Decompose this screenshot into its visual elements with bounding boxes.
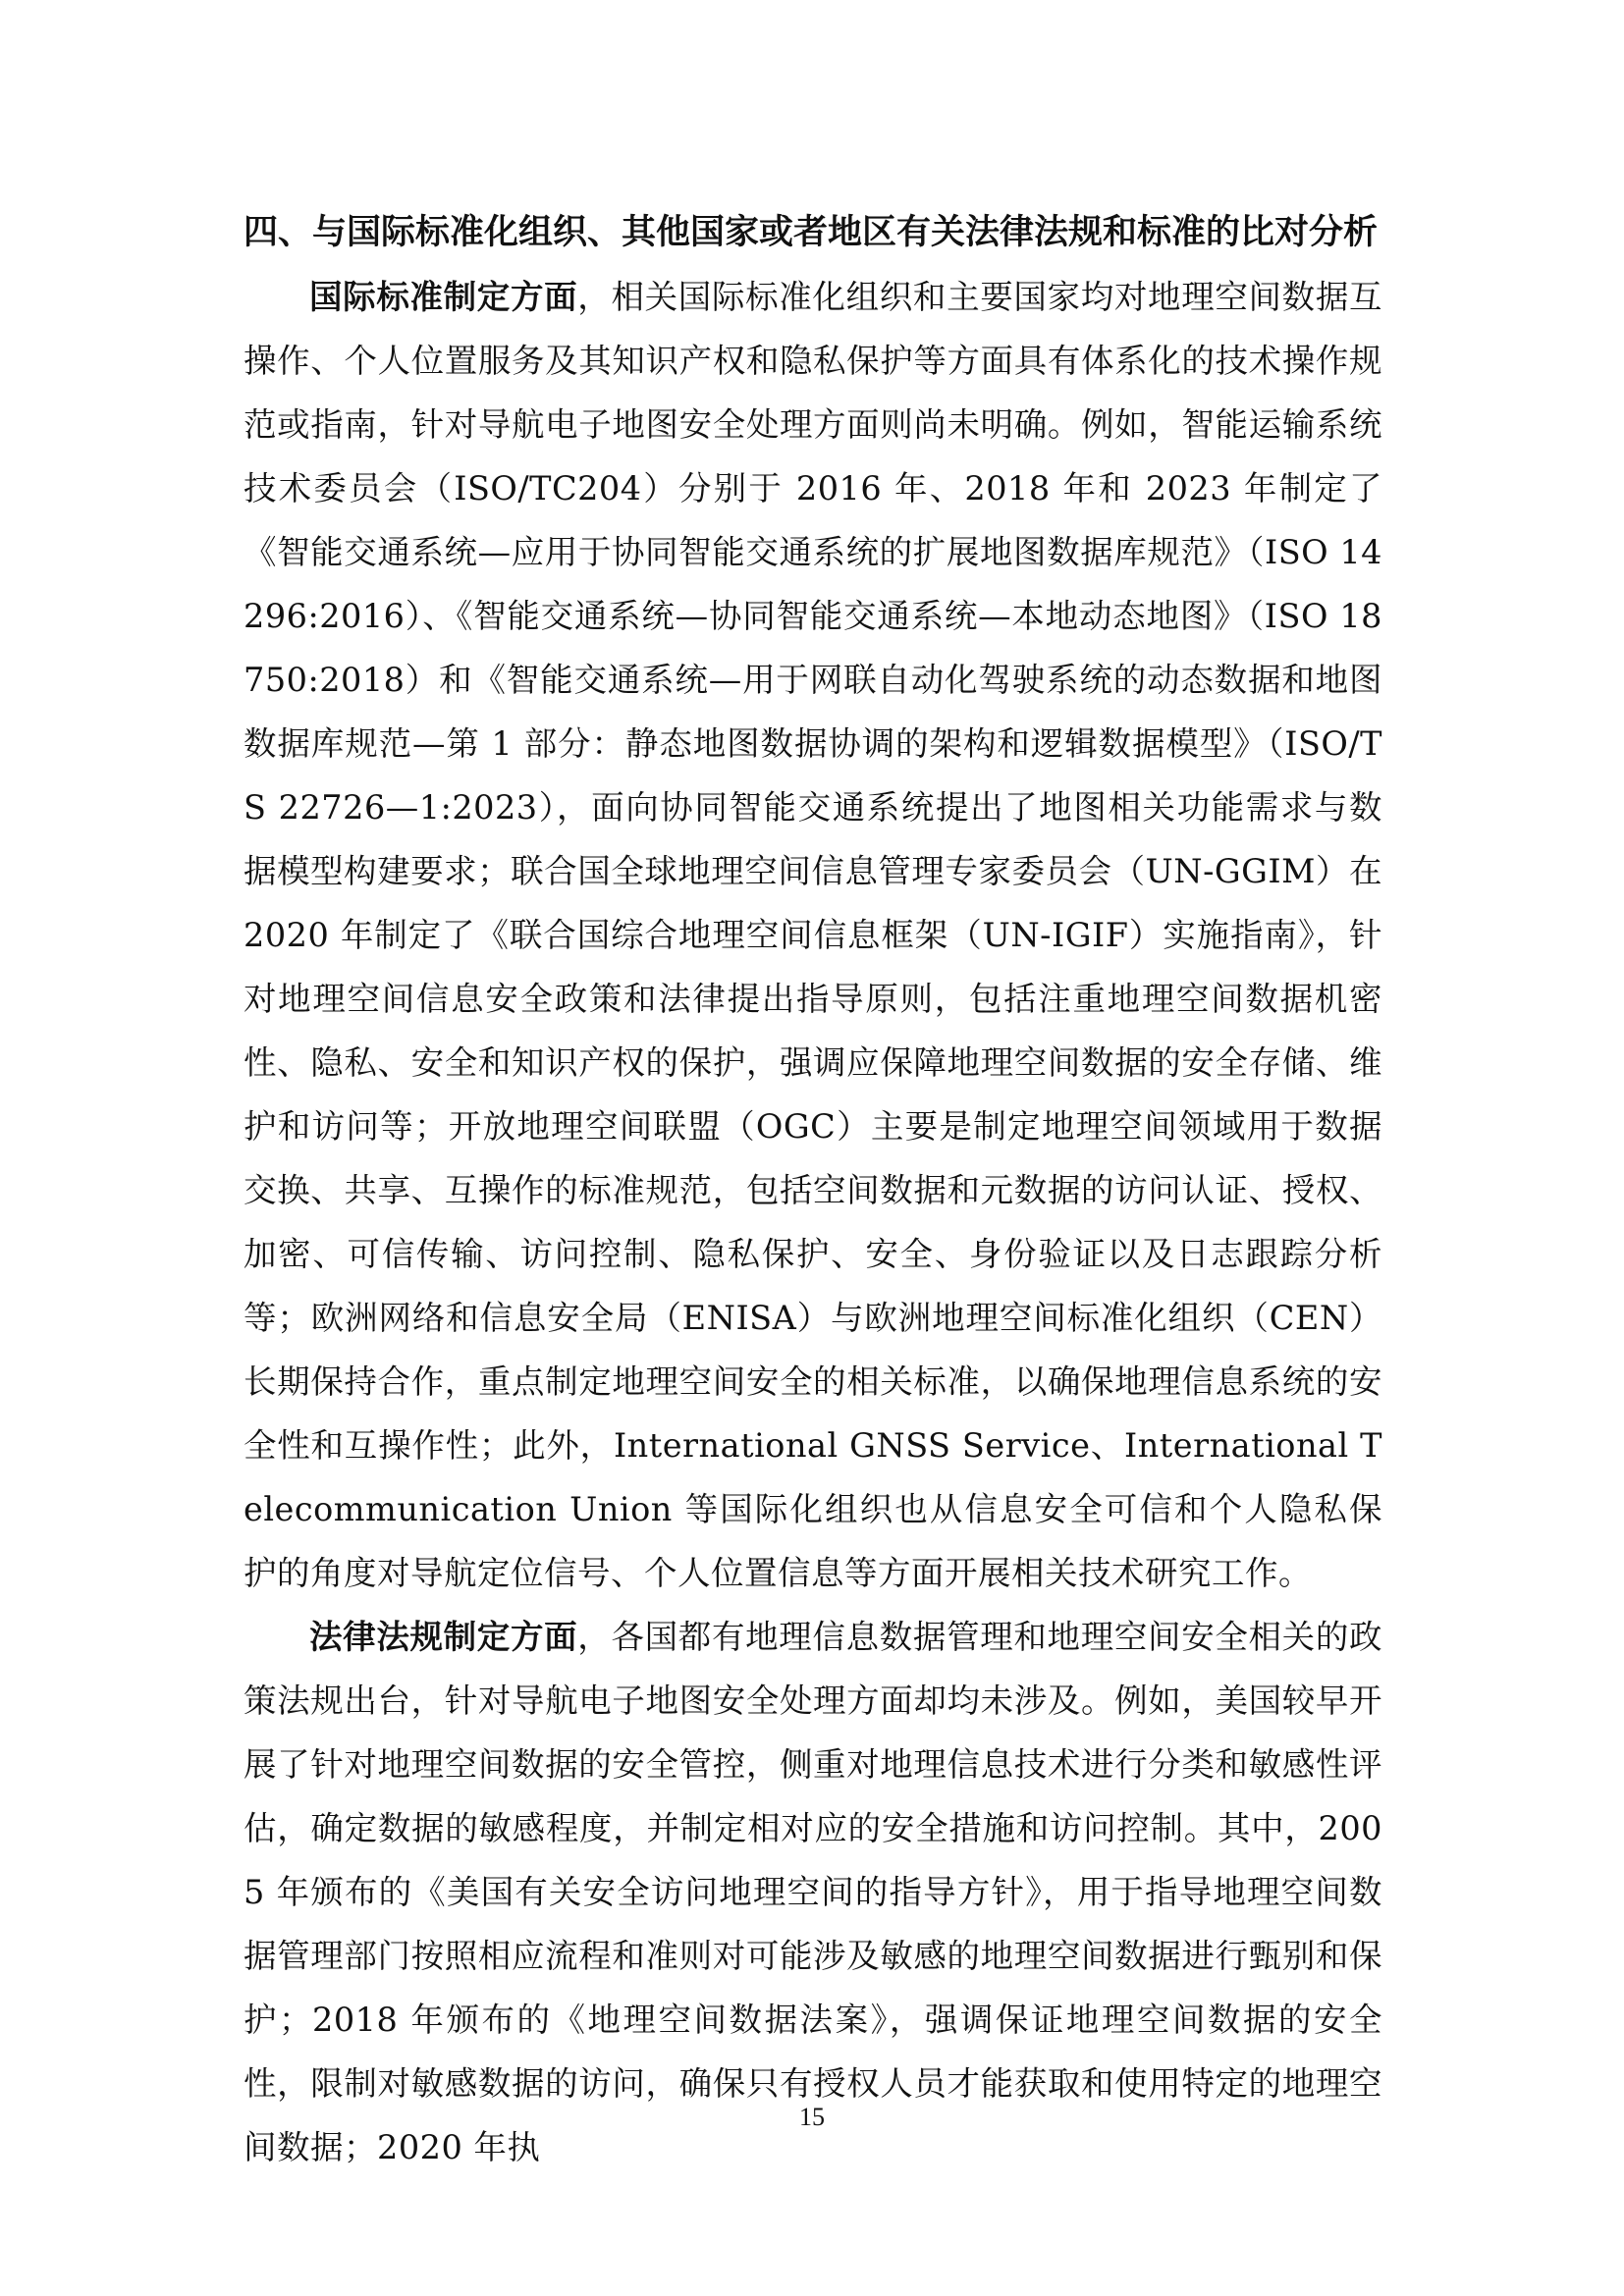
paragraph-lead: 国际标准制定方面 [309,278,578,316]
page-number: 15 [799,2103,825,2131]
paragraph-text: ，各国都有地理信息数据管理和地理空间安全相关的政策法规出台，针对导航电子地图安全处理方面却均未涉及。例如，美国较早开展了针对地理空间数据的安全管控，侧重对地理信息技术进行分类和敏感性评估，确定数据的敏感程度，并制定相对应的安全措施和访问控制。其中，2005 年颁布的《美国有关安全访问地理空间的指导方针》，用于指导地理空间数据管理部门按照相应流程和准则对可能涉及敏感的地理空间数据进行甄别和保护；2018 年颁布的《地理空间数据法案》，强调保证地理空间数据的安全性，限制对敏感数据的访问，确保只有授权人员才能获取和使用特定的地理空间数据；2020 年执 [244,1618,1383,2166]
paragraph-lead: 法律法规制定方面 [309,1618,578,1656]
paragraph-laws-regulations [244,1605,1382,2179]
page-content [244,201,1382,2179]
paragraph-international-standards [244,265,1382,1605]
paragraph-text: ，相关国际标准化组织和主要国家均对地理空间数据互操作、个人位置服务及其知识产权和隐私保护等方面具有体系化的技术操作规范或指南，针对导航电子地图安全处理方面则尚未明确。例如，智能运输系统技术委员会（ISO/TC204）分别于 2016 年、2018 年和 2023 年制定了《智能交通系统—应用于协同智能交通系统的扩展地图数据库规范》（ISO 14296:2016）、《智能交通系统—协同智能交通系统—本地动态地图》（ISO 18750:2018）和《智能交通系统—用于网联自动化驾驶系统的动态数据和地图数据库规范—第 1 部分：静态地图数据协调的架构和逻辑数据模型》（ISO/TS 22726—1:2023），面向协同智能交通系统提出了地图相关功能需求与数据模型构建要求；联合国全球地理空间信息管理专家委员会（UN-GGIM）在 2020 年制定了《联合国综合地理空间信息框架（UN-IGIF）实施指南》，针对地理空间信息安全政策和法律提出指导原则，包括注重地理空间数据机密性、隐私、安全和知识产权的保护，强调应保障地理空间数据的安全存储、维护和访问等；开放地理空间联盟（OGC）主要是制定地理空间领域用于数据交换、共享、互操作的标准规范，包括空间数据和元数据的访问认证、授权、加密、可信传输、访问控制、隐私保护、安全、身份验证以及日志跟踪分析等；欧洲网络和信息安全局（ENISA）与欧洲地理空间标准化组织（CEN）长期保持合作，重点制定地理空间安全的相关标准，以确保地理信息系统的安全性和互操作性；此外，International GNSS Service、International Telecommunication Union 等国际化组织也从信息安全可信和个人隐私保护的角度对导航定位信号、个人位置信息等方面开展相关技术研究工作。 [244,278,1383,1592]
section-heading: 四、与国际标准化组织、其他国家或者地区有关法律法规和标准的比对分析 [244,213,1379,252]
